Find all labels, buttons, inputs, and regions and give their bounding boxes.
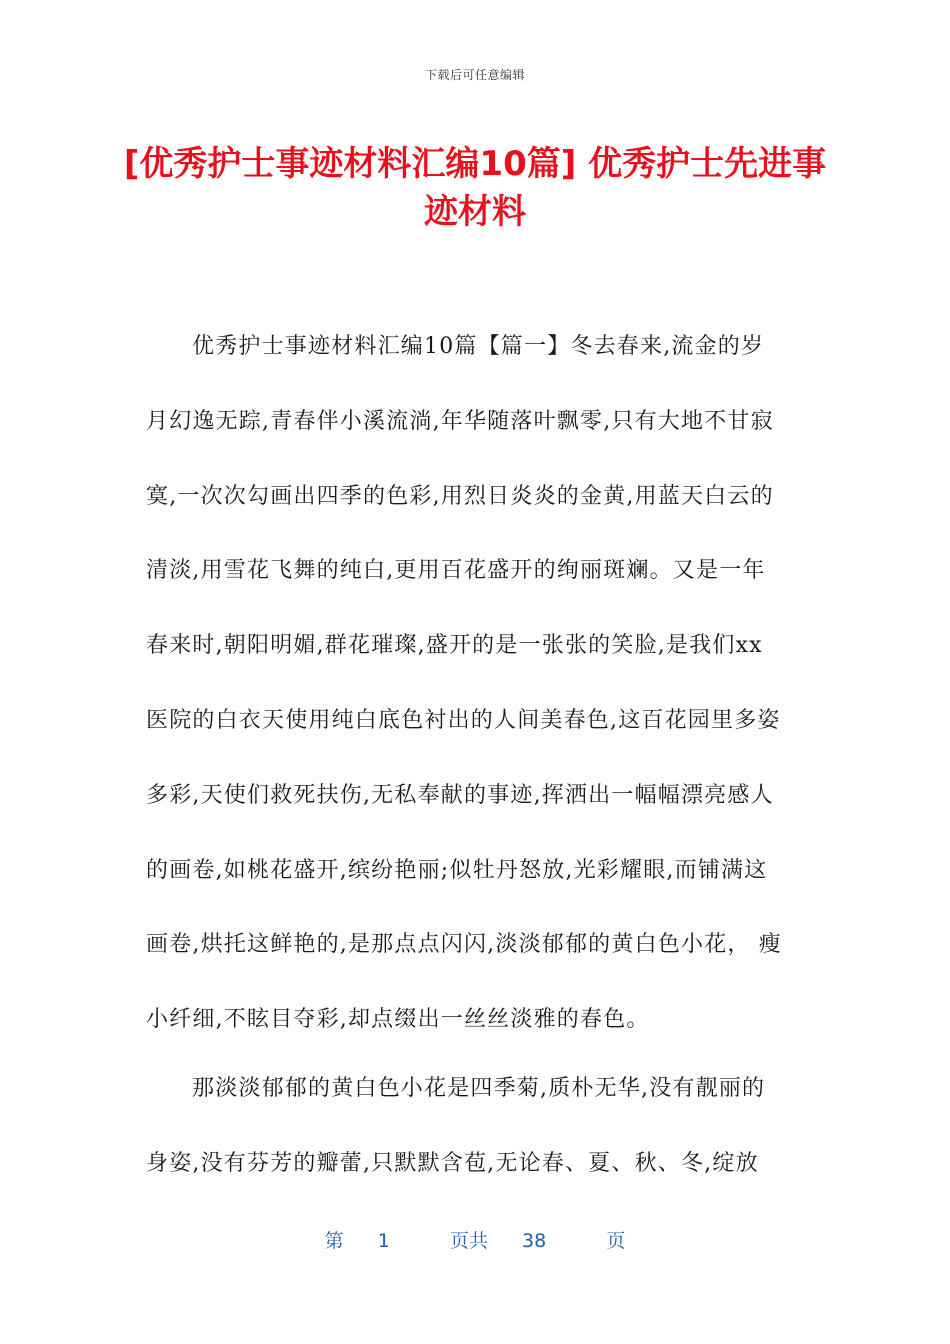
paragraph-line: 小纤细,不眩目夺彩,却点缀出一丝丝淡雅的春色。 — [146, 1007, 650, 1033]
page-total: 38 — [522, 1230, 547, 1252]
paragraph-line: 清淡,用雪花飞舞的纯白,更用百花盛开的绚丽斑斓。又是一年 — [146, 558, 766, 584]
page-prefix: 第 — [324, 1230, 344, 1252]
paragraph-2 — [146, 1052, 806, 1202]
paragraph-line: 医院的白衣天使用纯白底色衬出的人间美春色,这百花园里多姿 — [146, 707, 781, 733]
page-suffix: 页 — [606, 1230, 626, 1252]
header-note: 下载后可任意编辑 — [424, 68, 525, 82]
page-footer — [0, 1226, 950, 1253]
paragraph-line: 身姿,没有芬芳的瓣蕾,只默默含苞,无论春、夏、秋、冬,绽放 — [146, 1150, 759, 1176]
paragraph-line: 寞,一次次勾画出四季的色彩,用烈日炎炎的金黄,用蓝天白云的 — [146, 483, 774, 509]
page-number: 1 — [377, 1230, 390, 1252]
document-title: [优秀护士事迹材料汇编10篇] 优秀护士先进事迹材料 — [123, 144, 827, 232]
paragraph-line: 春来时,朝阳明媚,群花璀璨,盛开的是一张张的笑脸,是我们xx — [146, 633, 763, 659]
paragraph-line: 的画卷,如桃花盛开,缤纷艳丽;似牡丹怒放,光彩耀眼,而铺满这 — [146, 857, 768, 883]
paragraph-line: 那淡淡郁郁的黄白色小花是四季菊,质朴无华,没有靓丽的 — [192, 1076, 766, 1101]
paragraph-line: 多彩,天使们救死扶伤,无私奉献的事迹,挥洒出一幅幅漂亮感人 — [146, 782, 774, 808]
paragraph-line: 月幻逸无踪,青春伴小溪流淌,年华随落叶飘零,只有大地不甘寂 — [146, 408, 774, 434]
paragraph-1 — [146, 310, 806, 1058]
paragraph-line: 优秀护士事迹材料汇编10篇【篇一】冬去春来,流金的岁 — [192, 334, 765, 359]
paragraph-line: 画卷,烘托这鲜艳的,是那点点闪闪,淡淡郁郁的黄白色小花， 瘦 — [146, 932, 782, 958]
page-mid: 页共 — [449, 1230, 488, 1252]
